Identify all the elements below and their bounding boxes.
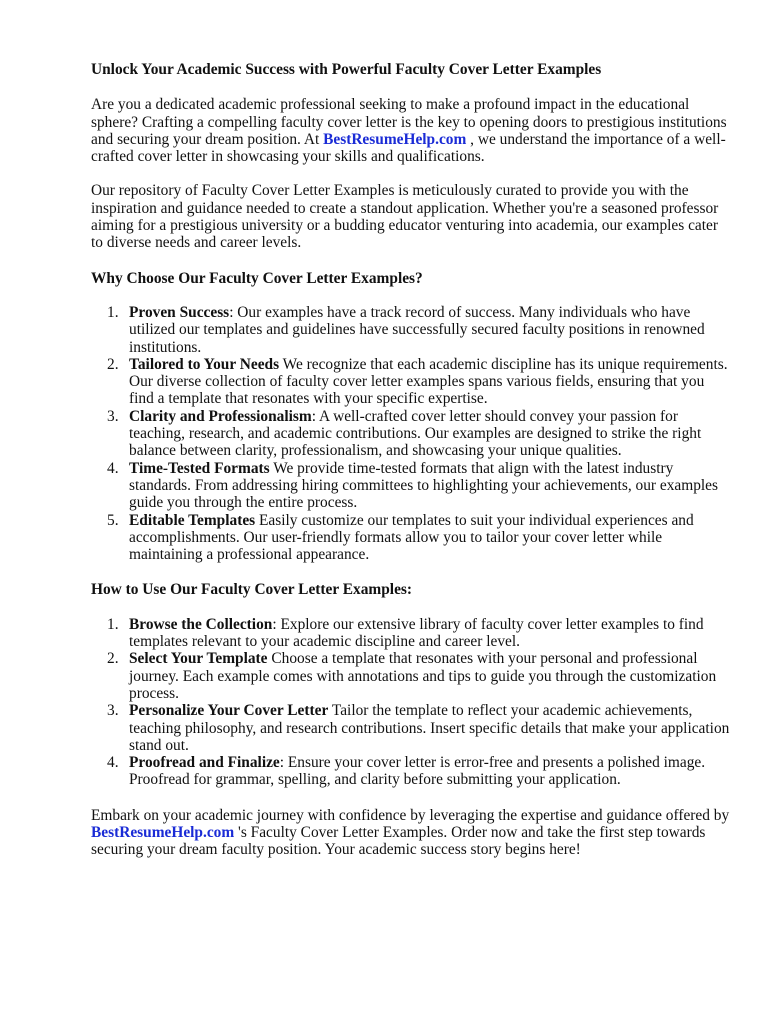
how-heading: How to Use Our Faculty Cover Letter Examples: (91, 581, 413, 599)
page-title: Unlock Your Academic Success with Powerful Faculty Cover Letter Examples (91, 61, 602, 78)
list-item (91, 408, 731, 460)
item-number: 2. (107, 650, 119, 668)
list-item (91, 460, 731, 512)
item-lead: Tailored to Your Needs (129, 355, 280, 373)
closing-paragraph (91, 807, 731, 859)
how-list (91, 616, 731, 789)
item-number: 4. (107, 754, 119, 772)
list-item (91, 754, 731, 789)
item-lead: Clarity and Professionalism (129, 407, 312, 425)
list-item (91, 356, 731, 408)
item-number: 4. (107, 459, 119, 477)
repository-paragraph: Our repository of Faculty Cover Letter Examples is meticulously curated to provide you with the inspiration and guidance needed to create a standout application. Whether you're a seasoned professor aiming for a prestigious university or a budding educator venturing into academia, our examples cater to diverse needs and career levels. (91, 182, 719, 252)
intro-paragraph (91, 96, 731, 165)
item-text: We provide time-tested formats that align with the latest industry standards. From addressing hiring committees to highlighting your achievements, our examples guide you through the entire process. (129, 459, 719, 512)
bestresumehelp-link[interactable]: BestResumeHelp.com (323, 130, 467, 148)
item-lead: Proven Success (129, 303, 230, 321)
closing-text-before: Embark on your academic journey with confidence by leveraging the expertise and guidance offered by (91, 806, 730, 824)
list-item (91, 650, 731, 702)
list-item (91, 304, 731, 356)
item-number: 3. (107, 702, 119, 720)
intro-text-before: Are you a dedicated academic professional seeking to make a profound impact in the educational sphere? Crafting a compelling faculty cover letter is the key to opening doors to prestigious institutions and securing your dream position. At (91, 96, 727, 148)
item-lead: Editable Templates (129, 511, 256, 529)
item-text: Tailor the template to reflect your academic achievements, teaching philosophy, and research contributions. Insert specific details that make your application stand out. (129, 702, 730, 754)
list-item (91, 616, 731, 651)
item-number: 2. (107, 355, 119, 373)
item-text: : A well-crafted cover letter should convey your passion for teaching, research, and academic contributions. Our examples are designed to strike the right balance between clarity, professionalism, and showcasing your unique qualities. (129, 407, 702, 460)
intro-text-after: , we understand the importance of a well-crafted cover letter in showcasing your skills and qualifications. (91, 130, 726, 166)
item-number: 5. (107, 511, 119, 529)
item-number: 3. (107, 407, 119, 425)
item-number: 1. (107, 615, 119, 633)
item-lead: Select Your Template (129, 650, 268, 668)
item-text: : Our examples have a track record of success. Many individuals who have utilized our templates and guidelines have successfully secured faculty positions in renowned institutions. (129, 303, 705, 356)
why-heading: Why Choose Our Faculty Cover Letter Examples? (91, 269, 423, 287)
item-text: Easily customize our templates to suit your individual experiences and accomplishments. Our user-friendly formats allow you to tailor your cover letter while maintaining a professional appearance. (129, 511, 694, 564)
item-text: We recognize that each academic discipline has its unique requirements. Our diverse collection of faculty cover letter examples spans various fields, ensuring that you find a template that resonates with your specific expertise. (129, 355, 728, 408)
item-lead: Browse the Collection (129, 615, 273, 633)
list-item (91, 702, 731, 754)
item-lead: Personalize Your Cover Letter (129, 702, 329, 720)
bestresumehelp-link[interactable]: BestResumeHelp.com (91, 823, 235, 841)
list-item (91, 512, 731, 564)
item-number: 1. (107, 303, 119, 321)
item-text: : Ensure your cover letter is error-free and presents a polished image. Proofread for grammar, spelling, and clarity before submitting your application. (129, 754, 706, 789)
item-lead: Time-Tested Formats (129, 459, 270, 477)
item-text: Choose a template that resonates with your personal and professional journey. Each example comes with annotations and tips to guide you through the customization process. (129, 650, 717, 702)
document-body (91, 61, 731, 859)
item-lead: Proofread and Finalize (129, 754, 280, 772)
why-list (91, 304, 731, 563)
item-text: : Explore our extensive library of faculty cover letter examples to find templates relevant to your academic discipline and career level. (129, 615, 704, 651)
closing-text-after: 's Faculty Cover Letter Examples. Order now and take the first step towards securing your dream faculty position. Your academic success story begins here! (91, 823, 706, 859)
